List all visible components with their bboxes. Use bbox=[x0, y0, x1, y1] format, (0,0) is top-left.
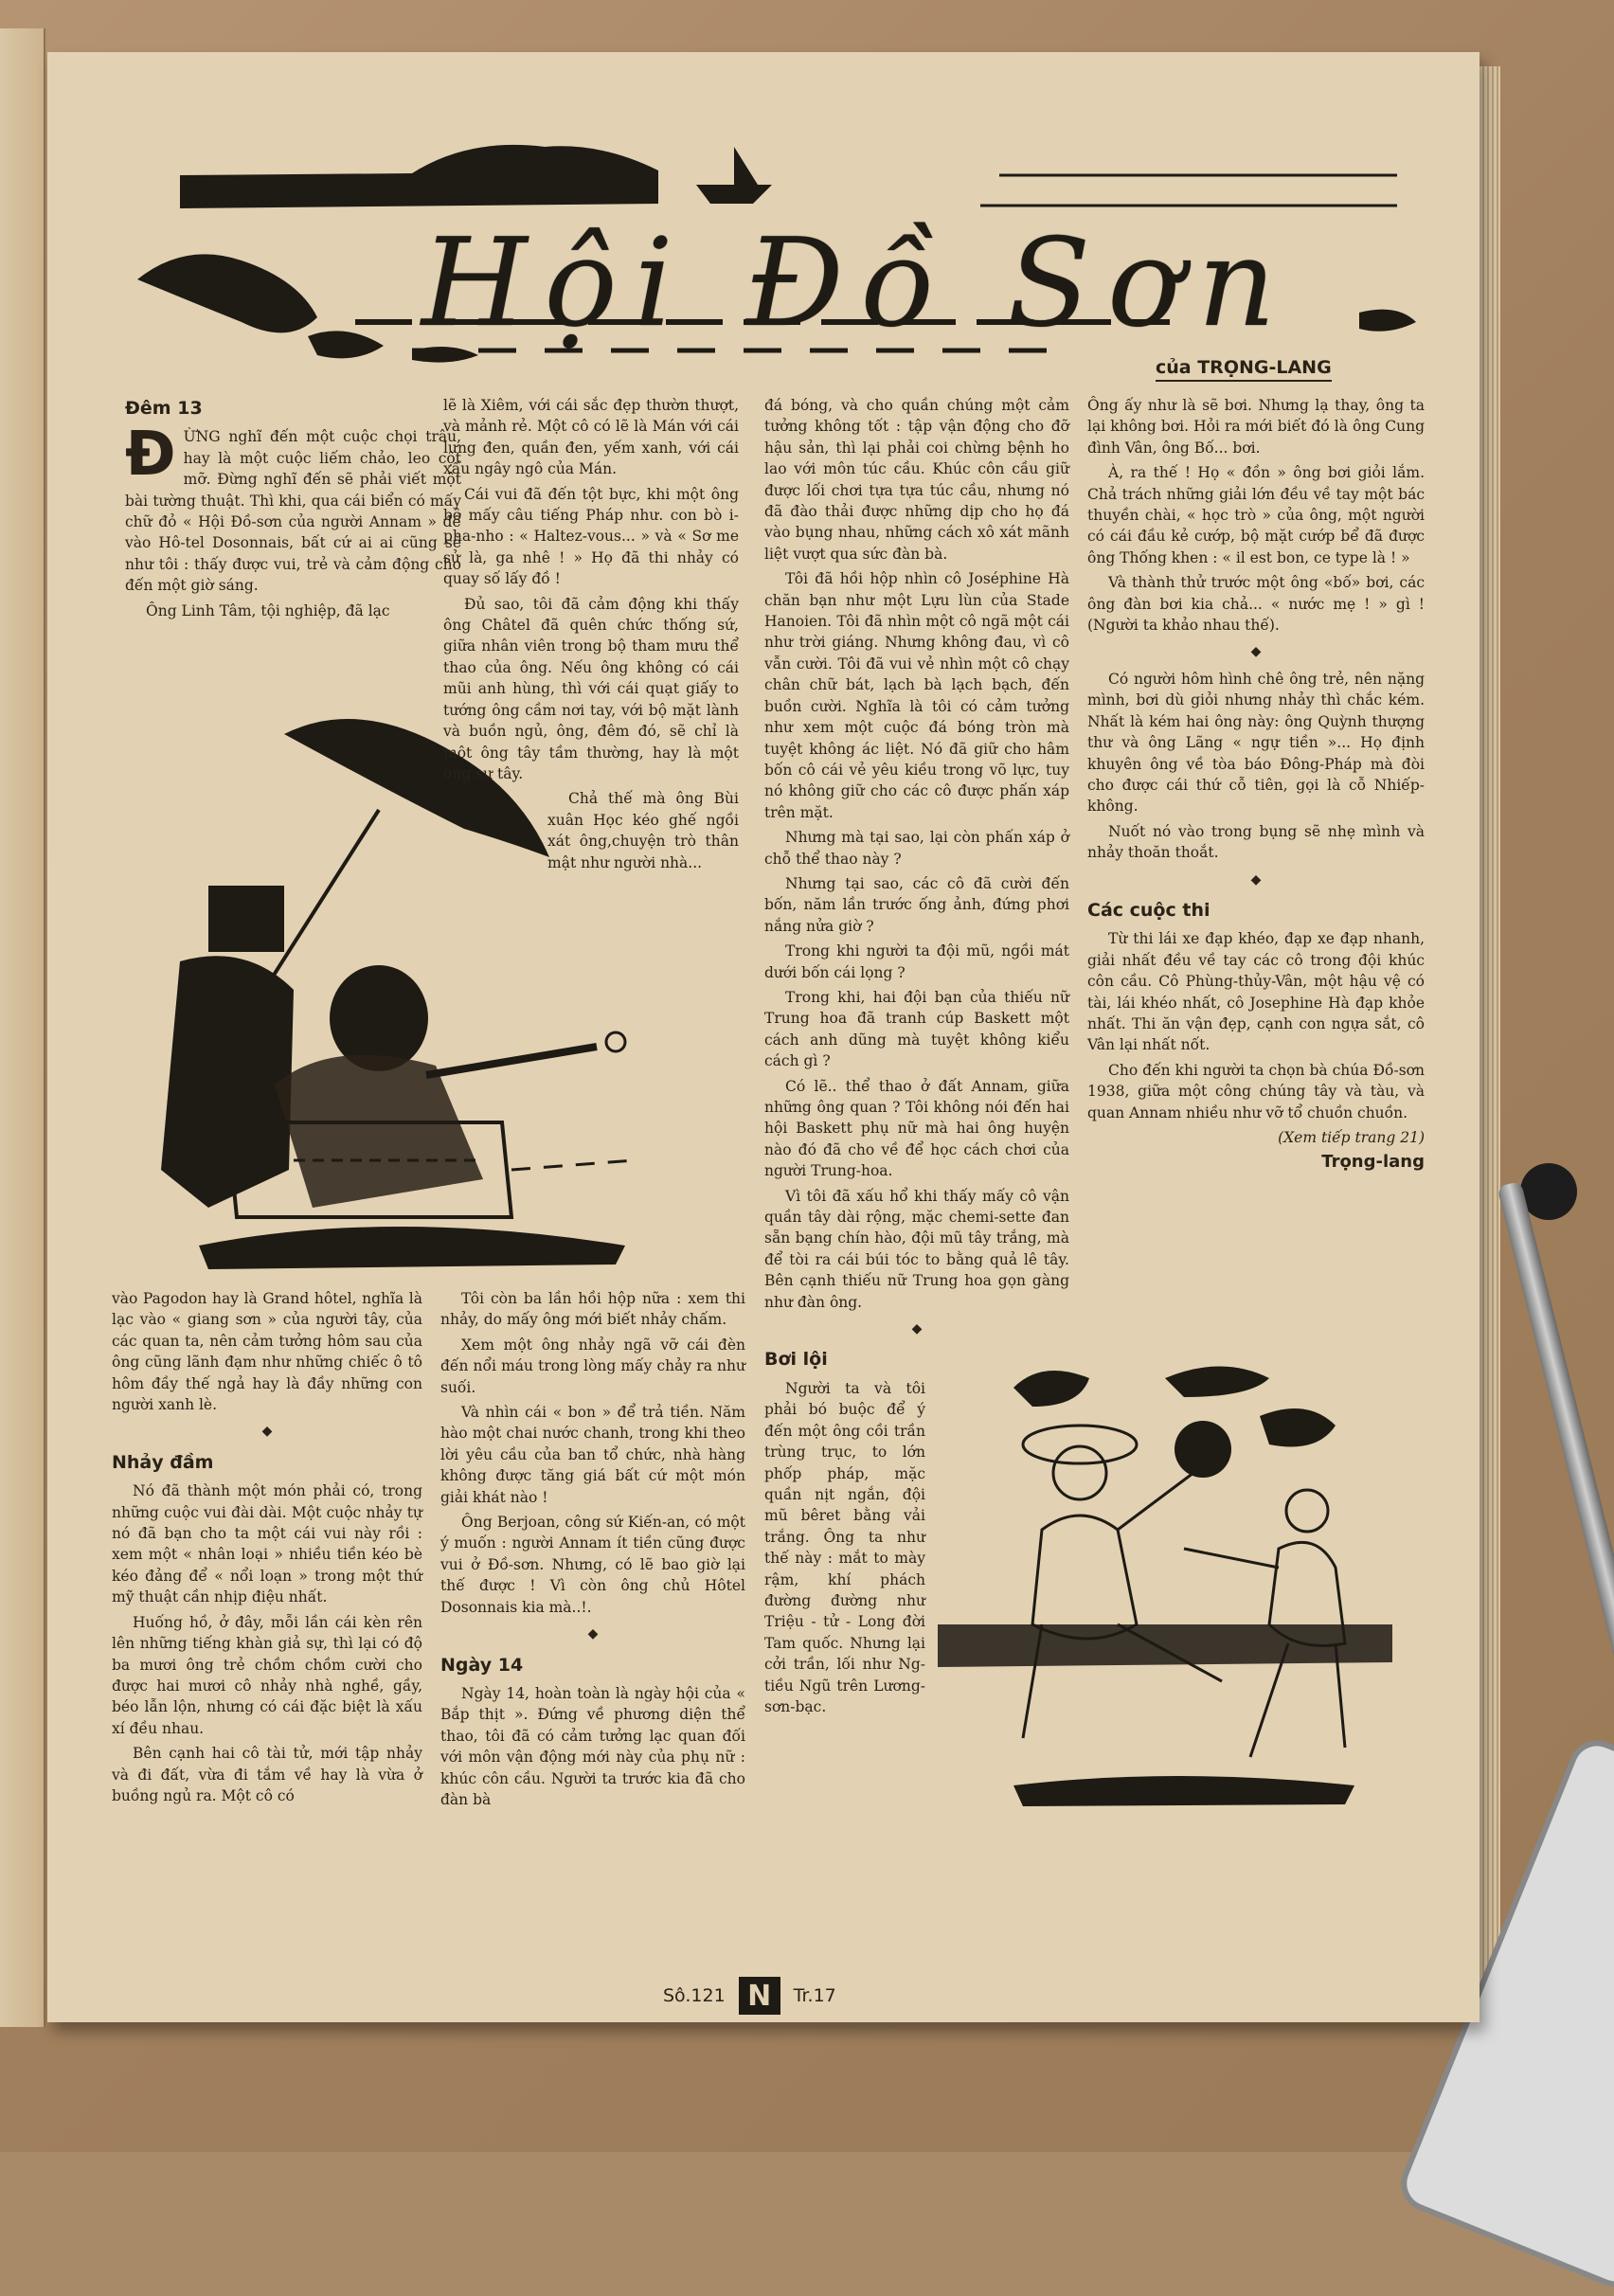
paragraph: Huống hồ, ở đây, mỗi lần cái kèn rên lên những tiếng khàn giả sự, thì lại có độ ba mươi ông trẻ chồm chồm cười cho được hai mươi cô nhảy nhà nghề, gầy, béo lẫn lộn, nhưng có cái đặc biệt là xấu xí đều nhau. bbox=[112, 1613, 422, 1737]
paragraph: À, ra thế ! Họ « đồn » ông bơi giỏi lắm. Chả trách những giải lớn đều về tay một bác thuyền chài, « học trò » của ông, một người có cái đầu kẻ cướp, bộ mặt cướp bể đã được ông Thống khen : « il est bon, ce type là ! » bbox=[1087, 464, 1425, 566]
paragraph: Tôi còn ba lần hồi hộp nữa : xem thi nhảy, do mấy ông mới biết nhảy chấm. bbox=[440, 1290, 745, 1329]
column-2-bottom bbox=[440, 1288, 745, 1814]
paragraph: Người ta và tôi phải bó buộc để ý đến một ông cồi trần trùng trục, to lớn phốp pháp, mặc quần nịt ngắn, đội mũ bêret bằng vải trắng. Ông ta như thế này : mắt to mày rậm, khí phách đường đường như Triệu - tử - Long đời Tam quốc. Nhưng lại cởi trần, lối như Ng-tiều Ngũ trên Lương-sơn-bạc. bbox=[764, 1379, 925, 1715]
author-byline: của TRỌNG-LANG bbox=[1156, 357, 1332, 382]
section-divider: ◆ bbox=[911, 1321, 923, 1337]
column-1-top bbox=[125, 388, 461, 625]
paragraph: Có lẽ.. thể thao ở đất Annam, giữa những ông quan ? Tôi không nói đến hai hội Baskett phụ nữ mà hai ông huyện nào đó đã cho về để học cách chơi của người Trung-hoa. bbox=[764, 1077, 1069, 1180]
paragraph: Nó đã thành một món phải có, trong những cuộc vui đài dài. Một cuộc nhảy tự nó đã bạn cho ta một cái vui này rồi : xem một « nhân loại » nhiều tiền kéo bè kéo đảng để « nổi loạn » trong một thứ mỹ thuật cần nhịp điệu nhất. bbox=[112, 1482, 422, 1606]
paragraph: Ông Berjoan, công sứ Kiến-an, có một ý muốn : người Annam ít tiền cũng được vui ở Đồ-sơn. Nhưng, có lẽ bao giờ lại thế được ! Vì còn ông chủ Hôtel Dosonnais kia mà..!. bbox=[440, 1514, 745, 1616]
paragraph: Ngày 14, hoàn toàn là ngày hội của « Bắp thịt ». Đứng về phương diện thể thao, tôi đã có cảm tưởng lạc quan đối với môn vận động mới này của phụ nữ : khúc côn cầu. Người ta trước kia đã cho đàn bà bbox=[440, 1684, 745, 1808]
paragraph: Vì tôi đã xấu hổ khi thấy mấy cô vận quần tây dài rộng, mặc chemi-sette đan sẵn bạng chín hào, đội mũ tây trắng, mà để tòi ra cái búi tóc to bằng quả lê tây. Bên cạnh thiếu nữ Trung hoa gọn gàng như đàn ông. bbox=[764, 1187, 1069, 1311]
section-heading: Nhảy đầm bbox=[112, 1451, 214, 1473]
column-1-bottom bbox=[112, 1288, 422, 1810]
women-ball-illustration bbox=[938, 1340, 1411, 1871]
paragraph: Chả thế mà ông Bùi xuân Học kéo ghế ngồi xát ông,chuyện trò thân mật như người nhà... bbox=[547, 790, 739, 871]
page-stack-edge bbox=[1480, 66, 1500, 2027]
paragraph: Nuốt nó vào trong bụng sẽ nhẹ mình và nhảy thoăn thoắt. bbox=[1087, 822, 1425, 862]
paragraph: Bên cạnh hai cô tài tử, mới tập nhảy và đi đất, vừa đi tắm về hay là vừa ở buồng ngủ ra. Một cô có bbox=[112, 1745, 422, 1804]
author-signature: Trọng-lang bbox=[1321, 1152, 1425, 1173]
paragraph: Tôi đã hồi hộp nhìn cô Joséphine Hà chăn bạn như một Lựu lùn của Stade Hanoien. Tôi đã nhìn một cô ngã một cái như trời giáng. Nhưng không đau, vì cô vẫn cười. Tôi đã vui vẻ nhìn một cô chạy chân chữ bát, lạch bà lạch bạch, đến buồn cười. Nghĩa là tôi có cảm tưởng như xem một cuộc đá bóng tròn mà tuyệt không ác liệt. Nó đã giữ cho hâm bốn cô cái vẻ yêu kiều trong võ lực, tuy nó không giữ cho các cô được phấn xáp trên mặt. bbox=[764, 570, 1069, 821]
paragraph: lẽ là Xiêm, với cái sắc đẹp thườn thượt, và mảnh rẻ. Một cô có lẽ là Mán với cái lưng đen, quần đen, yếm xanh, với cái xấu ngây ngô của Mán. bbox=[443, 397, 739, 478]
drop-cap: Đ bbox=[125, 420, 176, 491]
previous-page-edge bbox=[0, 28, 45, 2027]
paragraph: Xem một ông nhảy ngã vỡ cái đèn đến nổi máu trong lòng mấy chảy ra như suối. bbox=[440, 1336, 745, 1396]
section-divider: ◆ bbox=[587, 1626, 599, 1642]
paragraph: Ông Linh Tâm, tội nghiệp, đã lạc bbox=[146, 601, 390, 619]
paragraph: Cho đến khi người ta chọn bà chúa Đồ-sơn 1938, giữa một công chúng tây và tàu, và quan Annam nhiều như vỡ tổ chuồn chuồn. bbox=[1087, 1061, 1425, 1121]
pen-cap bbox=[1520, 1163, 1577, 1220]
paragraph: Đủ sao, tôi đã cảm động khi thấy ông Châtel đã quên chức thống sứ, giữa nhân viên trong bộ tham mưu thể thao của ông. Nếu ông không có cái mũi anh hùng, thì với cái quạt giấy to tướng ông cầm nơi tay, với bộ mặt lành và buồn ngủ, ông, đêm đó, sẽ chỉ là một ông tây tầm thường, hay là một ông sư tây. bbox=[443, 595, 739, 782]
page-title: Hội Đồ Sơn bbox=[421, 213, 1293, 354]
paragraph: Trong khi người ta đội mũ, ngồi mát dưới bốn cái lọng ? bbox=[764, 942, 1069, 981]
page-number: Tr.17 bbox=[793, 1985, 836, 2006]
section-heading: Đêm 13 bbox=[125, 398, 203, 419]
section-divider: ◆ bbox=[1250, 644, 1262, 660]
paragraph: vào Pagodon hay là Grand hôtel, nghĩa là lạc vào « giang sơn » của người tây, của các quan ta, nên cảm tưởng hôm sau của ông cũng lãnh đạm như những chiếc ô tô hôm đầy thế ngả hay là đầy những con người xanh lè. bbox=[112, 1290, 422, 1414]
section-heading: Ngày 14 bbox=[440, 1654, 524, 1676]
paragraph: Nhưng tại sao, các cô đã cười đến bốn, năm lần trước ống ảnh, đứng phơi nắng nửa giờ ? bbox=[764, 874, 1069, 935]
continued-note: (Xem tiếp trang 21) bbox=[1278, 1129, 1425, 1146]
paragraph: Ông ấy như là sẽ bơi. Nhưng lạ thay, ông ta lại không bơi. Hỏi ra mới biết đó là ông Cung đình Vân, ông Bố... bơi. bbox=[1087, 397, 1425, 457]
section-divider: ◆ bbox=[261, 1424, 273, 1440]
column-2-top bbox=[443, 395, 739, 877]
paragraph: Nhưng mà tại sao, lại còn phấn xáp ở chỗ thể thao này ? bbox=[764, 829, 1069, 868]
paragraph: Và thành thử trước một ông «bố» bơi, các ông đàn bơi kia chả... « nước mẹ ! » gì ! (Người ta khảo nhau thế). bbox=[1087, 574, 1425, 635]
paragraph: Và nhìn cái « bon » để trả tiền. Năm hào một chai nước chanh, trong khi theo lời yêu cầu của ban tổ chức, nhà hàng không được tăng giá bất cứ một món giải khát nào ! bbox=[440, 1404, 745, 1506]
paragraph: Từ thi lái xe đạp khéo, đạp xe đạp nhanh, giải nhất đều về tay các cô trong đội khúc côn cầu. Cô Phùng-thủy-Vân, một hậu vệ có tài, lái khéo nhất, cô Josephine Hà đạp khỏe nhất. Thi ăn vận đẹp, cạnh con ngựa sắt, cô Vân lại nhất nốt. bbox=[1087, 930, 1425, 1054]
section-divider: ◆ bbox=[1250, 871, 1262, 888]
column-4 bbox=[1087, 395, 1425, 1177]
magazine-logo: N bbox=[739, 1977, 780, 2015]
paragraph: Cái vui đã đến tột bực, khi một ông bô mấy câu tiếng Pháp như. con bò i-pha-nho : « Haltez-vous... » và « Sơ me sử là, ga nhê ! » Họ đã thi nhảy có quay số lấy đồ ! bbox=[443, 485, 739, 588]
section-heading: Các cuộc thi bbox=[1087, 899, 1210, 921]
paragraph: đá bóng, và cho quần chúng một cảm tưởng không tốt : tập vận động cho đỡ hậu sản, thì lại phải coi chừng bệnh ho lao với môn túc cầu. Khúc côn cầu giữ được lối chơi tựa tựa túc cầu, nhưng nó đã đào thải được những dịp cho họ đá vào bụng nhau, những cách xô xát mãnh liệt vượt qua sức đàn bà. bbox=[764, 397, 1069, 563]
section-heading: Bơi lội bbox=[764, 1349, 828, 1371]
page-footer bbox=[663, 1977, 836, 2015]
paragraph: Trong khi, hai đội bạn của thiếu nữ Trung hoa đã tranh cúp Baskett một cách anh dũng mà tuyệt không kiểu cách gì ? bbox=[764, 988, 1069, 1070]
paragraph: ỪNG nghĩ đến một cuộc chọi trâu, hay là một cuộc liếm chảo, leo cột mỡ. Đừng nghĩ đến sẽ phải viết một bài tường thuật. Thì khi, qua cái biển có mấy chữ đỏ « Hội Đồ-sơn của người Annam » để vào Hô-tel Dosonnais, bất cứ ai ai cũng sẽ như tôi : thấy được vui, trẻ và cảm động cho đến một giờ sáng. bbox=[125, 428, 461, 595]
issue-number: Sô.121 bbox=[663, 1985, 726, 2006]
paragraph: Có người hôm hình chê ông trẻ, nên nặng mình, bơi dù giỏi nhưng nhảy thì chắc kém. Nhất là kém hai ông này: ông Quỳnh thượng thư và ông Lãng « ngự tiền »... Họ định khuyên ông về tòa báo Đông-Pháp mà đòi cho được cái thứ cỗ tiên, gọi là cỗ Nhiếp-không. bbox=[1087, 670, 1425, 816]
magazine-page bbox=[47, 52, 1480, 2022]
